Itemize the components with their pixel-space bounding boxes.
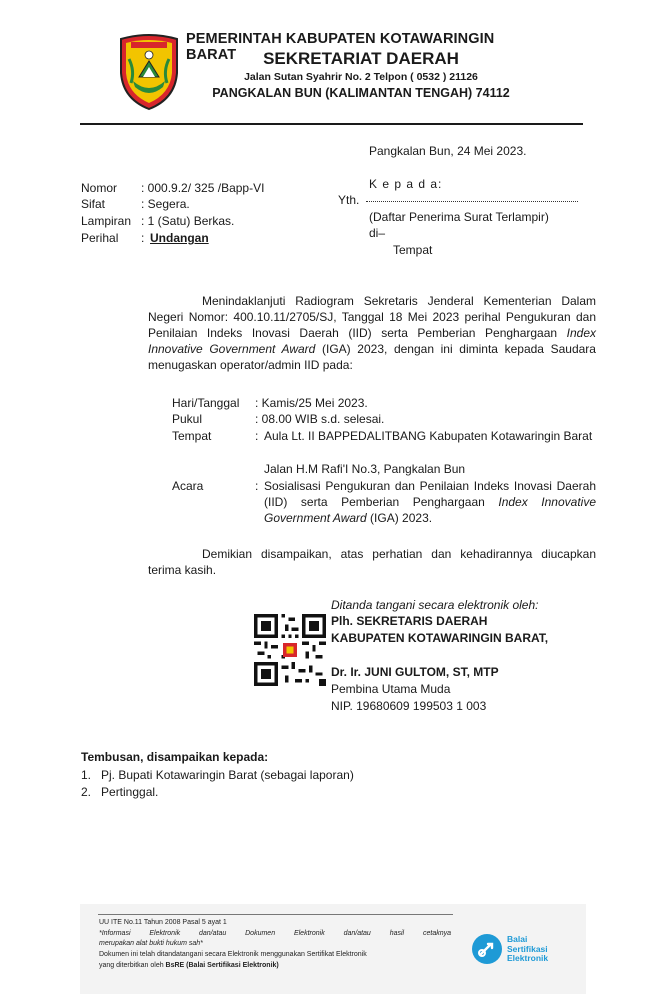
sifat-label: Sifat bbox=[81, 197, 106, 211]
bsre-line-1: Balai bbox=[507, 934, 528, 944]
acara-colon: : bbox=[255, 479, 259, 493]
signer-nip: NIP. 19680609 199503 1 003 bbox=[331, 699, 487, 713]
letterhead-office: SEKRETARIAT DAERAH bbox=[263, 49, 459, 68]
body-text-c: (IGA) 2023, dengan ini diminta kepada Saudara menugaskan operator/admin IID pada: bbox=[148, 342, 596, 372]
bsre-line-3: Elektronik bbox=[507, 953, 549, 963]
footer-divider bbox=[98, 914, 453, 915]
acara-text-a: Sosialisasi Pengukuran dan Penilaian Indeks Inovasi Daerah (IID) serta Pemberian Penghargaan bbox=[264, 479, 596, 509]
bsre-line-2: Sertifikasi bbox=[507, 943, 548, 954]
lampiran-value: : 1 (Satu) Berkas. bbox=[141, 214, 235, 228]
body-paragraph bbox=[148, 293, 596, 373]
kepada-label: K e p a d a: bbox=[369, 177, 443, 191]
perihal-colon: : bbox=[141, 231, 145, 245]
signer-role-1: Plh. SEKRETARIS DAERAH bbox=[331, 614, 488, 628]
footer-issuer-name: BsRE (Balai Sertifikasi Elektronik) bbox=[165, 962, 279, 969]
letterhead-government: PEMERINTAH KABUPATEN KOTAWARINGIN BARAT bbox=[186, 31, 495, 63]
tembusan-title: Tembusan, disampaikan kepada: bbox=[81, 750, 269, 764]
nomor-label: Nomor bbox=[81, 181, 118, 195]
recipient-list-note: (Daftar Penerima Surat Terlampir) bbox=[369, 210, 549, 224]
qr-code-signature-icon bbox=[254, 614, 326, 686]
pukul-label: Pukul bbox=[172, 412, 203, 426]
footer-law: UU ITE No.11 Tahun 2008 Pasal 5 ayat 1 bbox=[99, 919, 227, 926]
letter-date: Pangkalan Bun, 24 Mei 2023. bbox=[369, 144, 527, 158]
recipient-dotted-line bbox=[366, 201, 578, 202]
letterhead-divider bbox=[80, 123, 583, 125]
signer-rank: Pembina Utama Muda bbox=[331, 682, 451, 696]
nomor-value: : 000.9.2/ 325 /Bapp-VI bbox=[141, 181, 265, 195]
acara-text-c: (IGA) 2023. bbox=[366, 511, 433, 525]
signer-name: Dr. Ir. JUNI GULTOM, ST, MTP bbox=[331, 665, 499, 679]
footer-issuer-text: yang diterbitkan oleh bbox=[99, 962, 166, 969]
kabupaten-crest-icon bbox=[117, 33, 181, 111]
perihal-value: Undangan bbox=[150, 231, 209, 245]
body-text-a: Menindaklanjuti Radiogram Sekretaris Jenderal Kementerian Dalam Negeri Nomor: 400.10.11/2705/SJ, Tanggal 18 Mei 2023 perihal Pengukuran dan Penilaian Indeks Inovasi Daerah (IID) serta Pemberian Penghargaan bbox=[148, 294, 596, 340]
tempat-value: Aula Lt. II BAPPEDALITBANG Kabupaten Kotawaringin Barat bbox=[264, 429, 593, 443]
closing-paragraph: Demikian disampaikan, atas perhatian dan kehadirannya diucapkan terima kasih. bbox=[148, 547, 596, 577]
bsre-logo-text bbox=[507, 935, 548, 964]
tempat-address: Jalan H.M Rafi'I No.3, Pangkalan Bun bbox=[264, 462, 466, 476]
tembusan-item: 1. Pj. Bupati Kotawaringin Barat (sebagai laporan) bbox=[81, 768, 354, 782]
hari-label: Hari/Tanggal bbox=[172, 396, 240, 410]
letterhead-address: Jalan Sutan Syahrir No. 2 Telpon ( 0532 ) 21126 bbox=[244, 71, 478, 83]
bsre-logo-icon bbox=[472, 934, 502, 964]
body-text-award: Index Innovative Government Award bbox=[148, 326, 596, 356]
letterhead-city: PANGKALAN BUN (KALIMANTAN TENGAH) 74112 bbox=[212, 86, 510, 100]
acara-text-award: Index Innovative Government Award bbox=[264, 495, 596, 525]
pukul-value: : 08.00 WIB s.d. selesai. bbox=[255, 412, 385, 426]
yth-label: Yth. bbox=[338, 193, 360, 207]
lampiran-label: Lampiran bbox=[81, 214, 132, 228]
acara-value bbox=[264, 478, 596, 526]
sifat-value: : Segera. bbox=[141, 197, 190, 211]
footer-note-1: *Informasi Elektronik dan/atau Dokumen Elektronik dan/atau hasil cetaknya bbox=[99, 930, 451, 937]
tempat-colon: : bbox=[255, 429, 259, 443]
perihal-label: Perihal bbox=[81, 231, 119, 245]
signed-electronically-text: Ditanda tangani secara elektronik oleh: bbox=[331, 598, 539, 612]
footer-note-2: merupakan alat bukti hukum sah* bbox=[99, 940, 203, 947]
acara-label: Acara bbox=[172, 479, 204, 493]
recipient-di: di– bbox=[369, 226, 386, 240]
hari-value: : Kamis/25 Mei 2023. bbox=[255, 396, 368, 410]
tembusan-item: 2. Pertinggal. bbox=[81, 785, 159, 799]
footer-note-4 bbox=[99, 961, 279, 971]
tempat-label: Tempat bbox=[172, 429, 212, 443]
footer-note-3: Dokumen ini telah ditandatangani secara Elektronik menggunakan Sertifikat Elektronik bbox=[99, 951, 367, 958]
signer-role-2: KABUPATEN KOTAWARINGIN BARAT, bbox=[331, 631, 549, 645]
recipient-tempat: Tempat bbox=[393, 243, 433, 257]
